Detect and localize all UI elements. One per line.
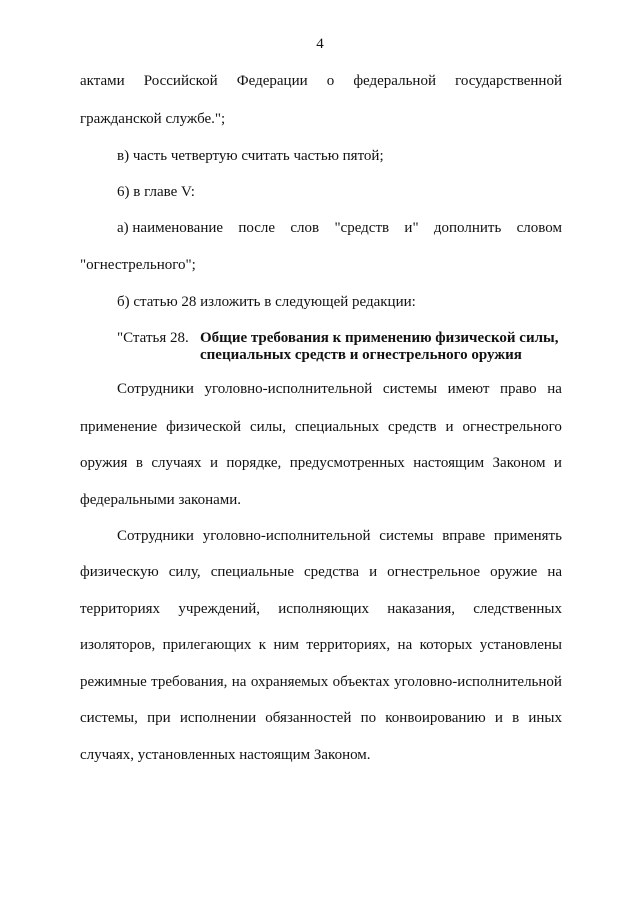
word: уголовно-исполнительной: [204, 381, 373, 397]
word: объектах: [332, 674, 390, 690]
word: территориях,: [306, 637, 391, 653]
word: а) наименование: [117, 220, 224, 236]
word: после: [238, 220, 276, 236]
word: предусмотренных: [289, 455, 405, 471]
word: исполняющих: [278, 601, 369, 617]
article-title: специальных средств и огнестрельного оружия: [200, 347, 522, 363]
word: системы,: [80, 710, 138, 726]
word: физическую: [80, 564, 159, 580]
word: режимные: [80, 674, 147, 690]
text-line: гражданской службе.";: [80, 111, 226, 127]
text-line: [80, 709, 562, 727]
word: Законом: [492, 455, 546, 471]
word: актами: [80, 73, 125, 89]
word: специальных: [294, 419, 380, 435]
word: изоляторов,: [80, 637, 156, 653]
word: и: [445, 419, 454, 435]
word: слов: [290, 220, 320, 236]
word: "средств: [334, 220, 390, 236]
word: обязанностей: [265, 710, 352, 726]
word: дополнить: [433, 220, 502, 236]
text-line: [80, 673, 562, 691]
word: системы: [382, 381, 438, 397]
text-line: [117, 219, 562, 237]
word: по: [360, 710, 377, 726]
word: силу,: [168, 564, 201, 580]
word: порядке,: [226, 455, 282, 471]
word: случаях: [151, 455, 202, 471]
page-number: 4: [316, 36, 324, 52]
word: Федерации: [236, 73, 308, 89]
word: огнестрельное: [387, 564, 481, 580]
word: силы,: [250, 419, 287, 435]
word: оружие: [490, 564, 538, 580]
article-title: Общие требования к применению физической силы,: [200, 330, 559, 346]
word: на: [547, 381, 562, 397]
word: конвоированию: [385, 710, 486, 726]
word: применение: [80, 419, 158, 435]
word: территориях: [80, 601, 161, 617]
word: применять: [493, 528, 562, 544]
word: средства: [304, 564, 360, 580]
text-line: б) статью 28 изложить в следующей редакции:: [117, 294, 416, 310]
word: огнестрельного: [462, 419, 562, 435]
word: установлены: [479, 637, 562, 653]
word: физической: [166, 419, 242, 435]
article-label: "Статья 28.: [117, 330, 189, 346]
word: системы: [379, 528, 434, 544]
word: и": [404, 220, 419, 236]
word: учреждений,: [178, 601, 260, 617]
text-line: [80, 454, 562, 472]
word: на: [231, 674, 247, 690]
word: в: [135, 455, 143, 471]
word: и: [369, 564, 378, 580]
word: на: [397, 637, 413, 653]
text-line: [80, 563, 562, 581]
word: наказания,: [387, 601, 455, 617]
word: и: [209, 455, 218, 471]
word: Российской: [143, 73, 218, 89]
word: иных: [528, 710, 562, 726]
word: уголовно-исполнительной: [202, 528, 371, 544]
word: вправе: [442, 528, 486, 544]
word: о: [326, 73, 335, 89]
word: охраняемых: [250, 674, 329, 690]
text-line: [80, 636, 562, 654]
word: при: [147, 710, 171, 726]
word: требования,: [151, 674, 228, 690]
word: исполнении: [179, 710, 257, 726]
text-line: "огнестрельного";: [80, 257, 196, 273]
text-line: случаях, установленных настоящим Законом.: [80, 747, 371, 763]
text-line: 6) в главе V:: [117, 184, 195, 200]
word: прилегающих: [162, 637, 252, 653]
text-line: в) часть четвертую считать частью пятой;: [117, 148, 384, 164]
word: настоящим: [413, 455, 485, 471]
word: уголовно-исполнительной: [394, 674, 562, 690]
word: имеют: [447, 381, 490, 397]
word: федеральной: [353, 73, 436, 89]
word: Сотрудники: [117, 528, 194, 544]
word: специальные: [210, 564, 294, 580]
text-line: [80, 418, 562, 436]
word: словом: [516, 220, 562, 236]
word: и: [553, 455, 562, 471]
word: к: [258, 637, 267, 653]
text-line: [80, 72, 562, 90]
text-line: [117, 380, 562, 398]
text-line: [80, 600, 562, 618]
word: следственных: [473, 601, 562, 617]
word: на: [547, 564, 562, 580]
word: в: [512, 710, 520, 726]
text-line: федеральными законами.: [80, 492, 242, 508]
word: право: [500, 381, 537, 397]
word: государственной: [455, 73, 562, 89]
text-line: [117, 527, 562, 545]
word: которых: [419, 637, 473, 653]
word: оружия: [80, 455, 128, 471]
word: Сотрудники: [117, 381, 194, 397]
word: и: [494, 710, 503, 726]
word: ним: [273, 637, 300, 653]
word: средств: [388, 419, 437, 435]
